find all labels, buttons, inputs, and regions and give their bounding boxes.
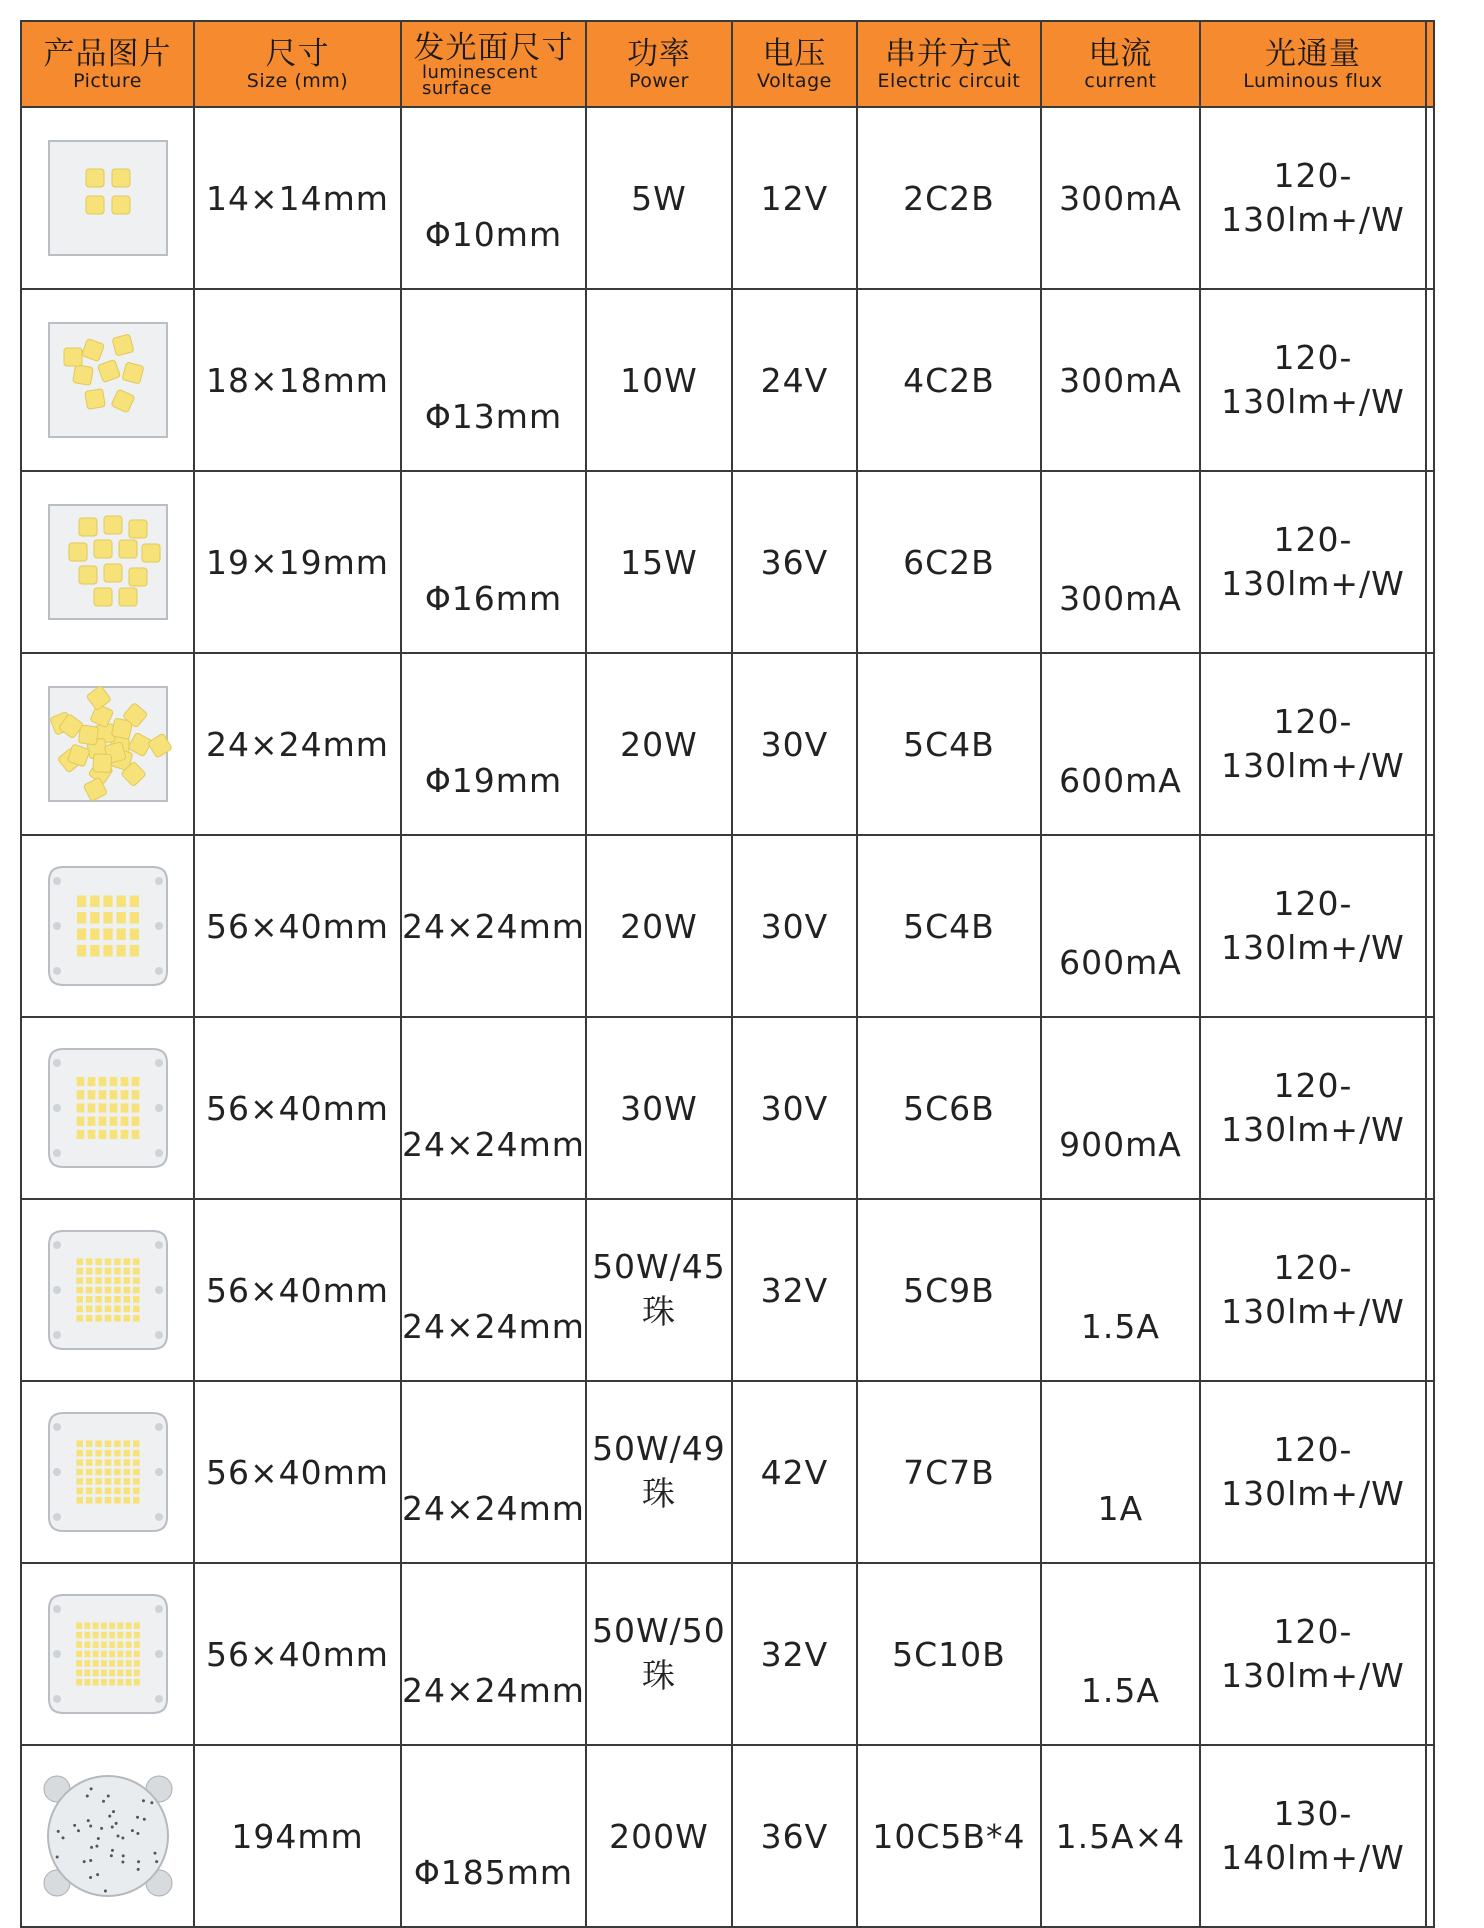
spec-table: [20, 20, 1435, 1928]
product-picture: [21, 107, 194, 289]
flux-line-1: 120-: [1273, 1430, 1353, 1469]
rect-led-board-50-icon: [33, 1589, 183, 1719]
rect-led-board-20-icon: [33, 861, 183, 991]
row-edge: [1426, 1381, 1434, 1563]
voltage-cell: 30V: [732, 835, 857, 1017]
flux-line-2: 130lm+/W: [1221, 1292, 1405, 1331]
circuit-cell: 2C2B: [857, 107, 1041, 289]
product-picture: [21, 1199, 194, 1381]
current-cell: 300mA: [1041, 471, 1200, 653]
row-edge: [1426, 107, 1434, 289]
circuit-cell: 6C2B: [857, 471, 1041, 653]
size-cell: 14×14mm: [194, 107, 401, 289]
row-edge: [1426, 835, 1434, 1017]
header-current: 电流 current: [1041, 21, 1200, 107]
power-cell: 5W: [586, 107, 732, 289]
circuit-cell: 5C10B: [857, 1563, 1041, 1745]
flux-cell: [1200, 289, 1426, 471]
round-led-board-icon: [33, 1771, 183, 1901]
row-edge: [1426, 471, 1434, 653]
circuit-cell: 5C9B: [857, 1199, 1041, 1381]
flux-cell: [1200, 1199, 1426, 1381]
rect-led-board-45-icon: [33, 1225, 183, 1355]
header-flux: 光通量 Luminous flux: [1200, 21, 1426, 107]
surface-cell: 24×24mm: [401, 1381, 586, 1563]
flux-line-2: 130lm+/W: [1221, 928, 1405, 967]
surface-cell: Φ10mm: [401, 107, 586, 289]
flux-line-1: 120-: [1273, 884, 1353, 923]
flux-line-1: 120-: [1273, 1248, 1353, 1287]
square-led-board-12-icon: [33, 497, 183, 627]
flux-line-2: 130lm+/W: [1221, 1110, 1405, 1149]
circuit-cell: 5C6B: [857, 1017, 1041, 1199]
size-cell: 56×40mm: [194, 1017, 401, 1199]
flux-line-2: 130lm+/W: [1221, 1656, 1405, 1695]
product-picture: [21, 1017, 194, 1199]
surface-cell: Φ13mm: [401, 289, 586, 471]
header-power: 功率 Power: [586, 21, 732, 107]
spec-sheet: [20, 20, 1435, 1928]
table-row: [21, 653, 1434, 835]
header-row: [21, 21, 1434, 107]
current-cell: 600mA: [1041, 653, 1200, 835]
table-row: [21, 289, 1434, 471]
product-picture: [21, 471, 194, 653]
product-picture: [21, 1381, 194, 1563]
product-picture: [21, 653, 194, 835]
square-led-board-20-icon: [33, 679, 183, 809]
power-cell: 50W/45珠: [586, 1199, 732, 1381]
product-picture: [21, 289, 194, 471]
size-cell: 18×18mm: [194, 289, 401, 471]
power-cell: 50W/49珠: [586, 1381, 732, 1563]
table-row: [21, 835, 1434, 1017]
flux-line-1: 120-: [1273, 1612, 1353, 1651]
product-picture: [21, 835, 194, 1017]
square-led-board-8-icon: [33, 315, 183, 445]
voltage-cell: 32V: [732, 1563, 857, 1745]
header-picture: 产品图片 Picture: [21, 21, 194, 107]
table-row: [21, 1381, 1434, 1563]
surface-cell: 24×24mm: [401, 1563, 586, 1745]
flux-cell: [1200, 1745, 1426, 1927]
current-cell: 1.5A: [1041, 1563, 1200, 1745]
power-cell: 50W/50珠: [586, 1563, 732, 1745]
flux-line-1: 130-: [1273, 1794, 1353, 1833]
current-cell: 1A: [1041, 1381, 1200, 1563]
header-edge: [1426, 21, 1434, 107]
circuit-cell: 4C2B: [857, 289, 1041, 471]
rect-led-board-30-icon: [33, 1043, 183, 1173]
flux-cell: [1200, 835, 1426, 1017]
current-cell: 1.5A: [1041, 1199, 1200, 1381]
surface-cell: 24×24mm: [401, 1017, 586, 1199]
header-voltage: 电压 Voltage: [732, 21, 857, 107]
flux-line-1: 120-: [1273, 702, 1353, 741]
size-cell: 56×40mm: [194, 1563, 401, 1745]
flux-line-2: 130lm+/W: [1221, 1474, 1405, 1513]
flux-cell: [1200, 107, 1426, 289]
voltage-cell: 30V: [732, 1017, 857, 1199]
row-edge: [1426, 289, 1434, 471]
rect-led-board-49-icon: [33, 1407, 183, 1537]
flux-line-2: 130lm+/W: [1221, 746, 1405, 785]
flux-cell: [1200, 1017, 1426, 1199]
flux-cell: [1200, 471, 1426, 653]
voltage-cell: 30V: [732, 653, 857, 835]
row-edge: [1426, 1199, 1434, 1381]
voltage-cell: 12V: [732, 107, 857, 289]
table-row: [21, 471, 1434, 653]
table-row: [21, 1563, 1434, 1745]
size-cell: 19×19mm: [194, 471, 401, 653]
header-size: 尺寸 Size (mm): [194, 21, 401, 107]
power-cell: 20W: [586, 653, 732, 835]
voltage-cell: 42V: [732, 1381, 857, 1563]
surface-cell: Φ19mm: [401, 653, 586, 835]
flux-line-1: 120-: [1273, 1066, 1353, 1105]
power-cell: 20W: [586, 835, 732, 1017]
row-edge: [1426, 1017, 1434, 1199]
current-cell: 900mA: [1041, 1017, 1200, 1199]
product-picture: [21, 1745, 194, 1927]
flux-line-2: 140lm+/W: [1221, 1838, 1405, 1877]
voltage-cell: 36V: [732, 1745, 857, 1927]
row-edge: [1426, 1563, 1434, 1745]
current-cell: 300mA: [1041, 107, 1200, 289]
voltage-cell: 24V: [732, 289, 857, 471]
row-edge: [1426, 653, 1434, 835]
product-picture: [21, 1563, 194, 1745]
size-cell: 194mm: [194, 1745, 401, 1927]
table-row: [21, 1017, 1434, 1199]
table-row: [21, 1745, 1434, 1927]
row-edge: [1426, 1745, 1434, 1927]
power-cell: 10W: [586, 289, 732, 471]
flux-line-1: 120-: [1273, 520, 1353, 559]
flux-line-1: 120-: [1273, 338, 1353, 377]
table-row: [21, 1199, 1434, 1381]
circuit-cell: 7C7B: [857, 1381, 1041, 1563]
current-cell: 300mA: [1041, 289, 1200, 471]
surface-cell: 24×24mm: [401, 835, 586, 1017]
circuit-cell: 10C5B*4: [857, 1745, 1041, 1927]
square-led-board-4-icon: [33, 133, 183, 263]
size-cell: 56×40mm: [194, 1199, 401, 1381]
flux-line-1: 120-: [1273, 156, 1353, 195]
circuit-cell: 5C4B: [857, 653, 1041, 835]
power-cell: 200W: [586, 1745, 732, 1927]
size-cell: 56×40mm: [194, 835, 401, 1017]
flux-cell: [1200, 1381, 1426, 1563]
flux-line-2: 130lm+/W: [1221, 200, 1405, 239]
flux-line-2: 130lm+/W: [1221, 382, 1405, 421]
header-surface: 发光面尺寸 luminescent surface: [401, 21, 586, 107]
voltage-cell: 36V: [732, 471, 857, 653]
power-cell: 30W: [586, 1017, 732, 1199]
surface-cell: Φ185mm: [401, 1745, 586, 1927]
surface-cell: Φ16mm: [401, 471, 586, 653]
surface-cell: 24×24mm: [401, 1199, 586, 1381]
size-cell: 24×24mm: [194, 653, 401, 835]
flux-cell: [1200, 1563, 1426, 1745]
size-cell: 56×40mm: [194, 1381, 401, 1563]
flux-cell: [1200, 653, 1426, 835]
power-cell: 15W: [586, 471, 732, 653]
circuit-cell: 5C4B: [857, 835, 1041, 1017]
current-cell: 1.5A×4: [1041, 1745, 1200, 1927]
table-row: [21, 107, 1434, 289]
current-cell: 600mA: [1041, 835, 1200, 1017]
voltage-cell: 32V: [732, 1199, 857, 1381]
flux-line-2: 130lm+/W: [1221, 564, 1405, 603]
header-circuit: 串并方式 Electric circuit: [857, 21, 1041, 107]
